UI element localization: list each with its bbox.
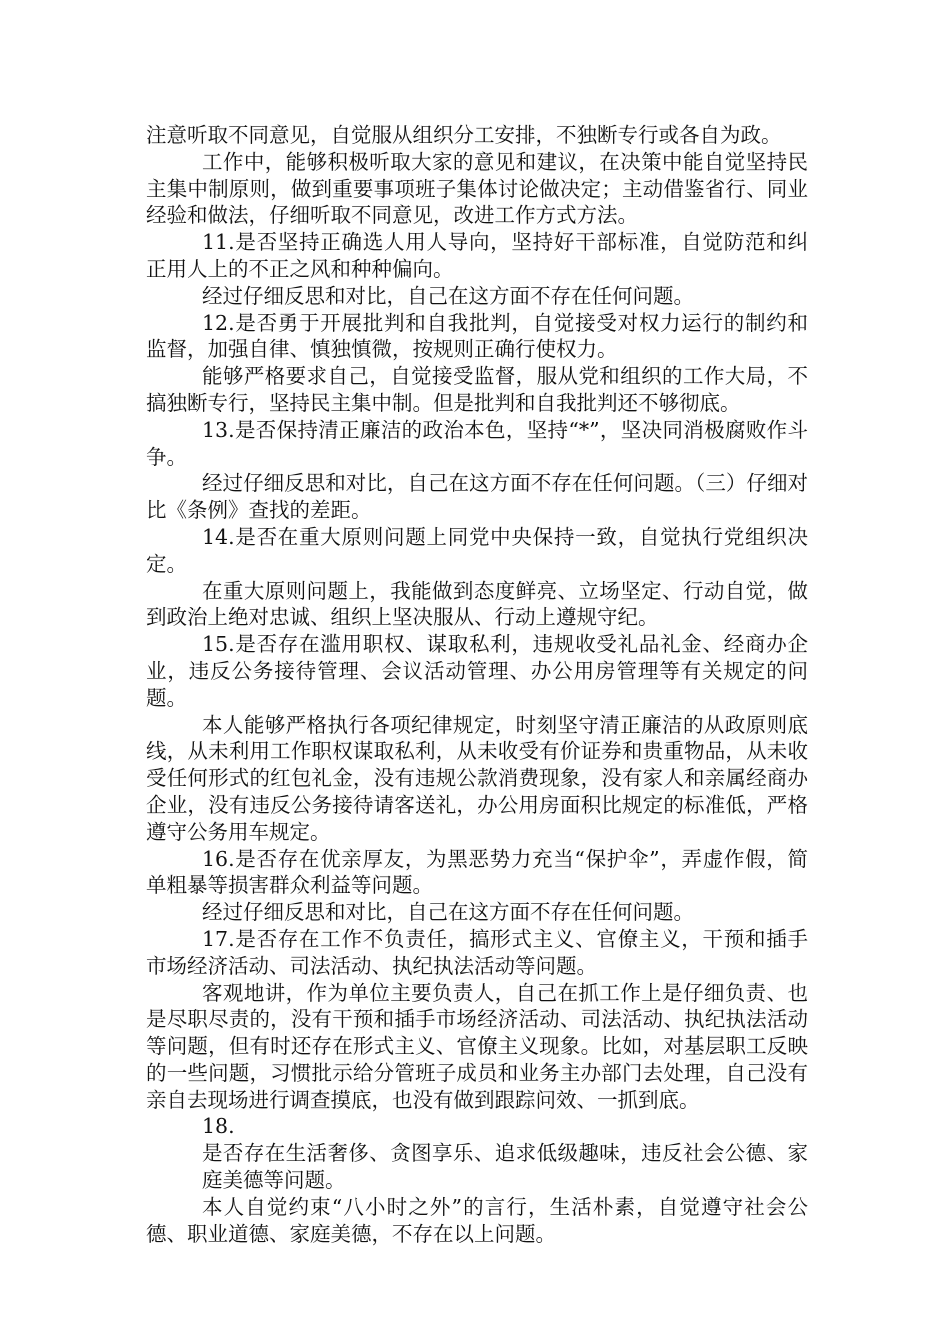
paragraph-answer-15: 本人能够严格执行各项纪律规定，时刻坚守清正廉洁的从政原则底线，从未利用工作职权谋取私利，从未收受有价证券和贵重物品，从未收受任何形式的红包礼金，没有违规公款消费现象，没有家人和亲属经商办企业，没有违反公务接待请客送礼，办公用房面积比规定的标准低，严格遵守公务用车规定。 (146, 712, 808, 844)
paragraph-answer-11: 经过仔细反思和对比，自己在这方面不存在任何问题。 (202, 283, 694, 308)
paragraph-question-11: 11.是否坚持正确选人用人导向，坚持好干部标准，自觉防范和纠正用人上的不正之风和种种偏向。 (146, 230, 808, 281)
paragraph-answer-13: 经过仔细反思和对比，自己在这方面不存在任何问题。（三）仔细对比《条例》查找的差距。 (146, 471, 808, 523)
paragraph-question-17: 17.是否存在工作不负责任，搞形式主义、官僚主义，干预和插手市场经济活动、司法活动、执纪执法活动等问题。 (146, 926, 808, 978)
paragraph-question-12: 12.是否勇于开展批判和自我批判，自觉接受对权力运行的制约和监督，加强自律、慎独慎微，按规则正确行使权力。 (146, 310, 808, 362)
paragraph-question-13: 13.是否保持清正廉洁的政治本色，坚持“*”，坚决同消极腐败作斗争。 (146, 417, 808, 469)
paragraph-answer-10: 工作中，能够积极听取大家的意见和建议，在决策中能自觉坚持民主集中制原则，做到重要事项班子集体讨论做决定；主动借鉴省行、同业经验和做法，仔细听取不同意见，改进工作方式方法。 (146, 149, 808, 228)
paragraph-question-18-number: 18. (202, 1114, 235, 1139)
paragraph-question-18: 是否存在生活奢侈、贪图享乐、追求低级趣味，违反社会公德、家庭美德等问题。 (202, 1141, 808, 1193)
paragraph-continuation: 注意听取不同意见，自觉服从组织分工安排，不独断专行或各自为政。 (146, 123, 782, 147)
paragraph-answer-16: 经过仔细反思和对比，自己在这方面不存在任何问题。 (202, 900, 694, 925)
paragraph-question-16: 16.是否存在优亲厚友，为黑恶势力充当“保护伞”，弄虚作假，简单粗暴等损害群众利益等问题。 (146, 846, 808, 898)
paragraph-answer-14: 在重大原则问题上，我能做到态度鲜亮、立场坚定、行动自觉，做到政治上绝对忠诚、组织上坚决服从、行动上遵规守纪。 (146, 578, 808, 630)
paragraph-answer-12: 能够严格要求自己，自觉接受监督，服从党和组织的工作大局，不搞独断专行，坚持民主集中制。但是批判和自我批判还不够彻底。 (146, 364, 808, 415)
paragraph-question-14: 14.是否在重大原则问题上同党中央保持一致，自觉执行党组织决定。 (146, 524, 808, 576)
paragraph-answer-17: 客观地讲，作为单位主要负责人，自己在抓工作上是仔细负责、也是尽职尽责的，没有干预和插手市场经济活动、司法活动、执纪执法活动等问题，但有时还存在形式主义、官僚主义现象。比如，对基层职工反映的一些问题，习惯批示给分管班子成员和业务主办部门去处理，自己没有亲自去现场进行调查摸底，也没有做到跟踪问效、一抓到底。 (146, 980, 808, 1112)
document-page (146, 122, 808, 1247)
paragraph-answer-18: 本人自觉约束“八小时之外”的言行，生活朴素，自觉遵守社会公德、职业道德、家庭美德，不存在以上问题。 (146, 1194, 808, 1246)
paragraph-question-15: 15.是否存在滥用职权、谋取私利，违规收受礼品礼金、经商办企业，违反公务接待管理、会议活动管理、办公用房管理等有关规定的问题。 (146, 632, 808, 710)
